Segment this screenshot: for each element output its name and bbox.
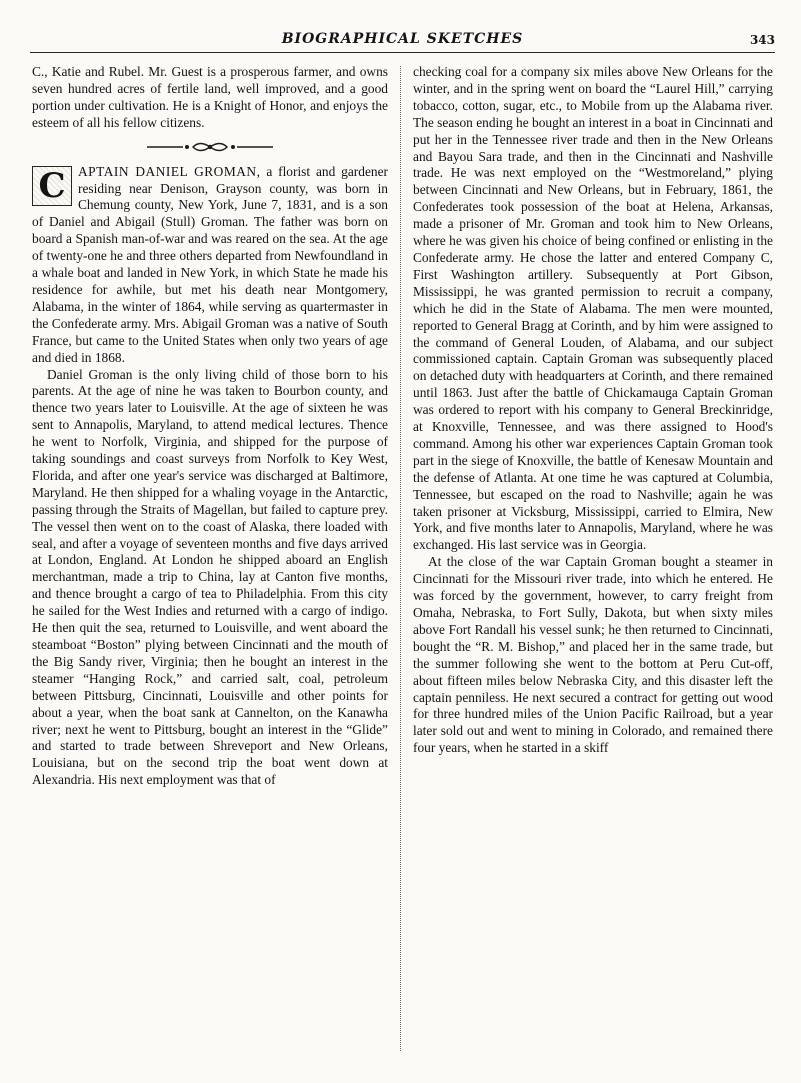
left-column [32, 64, 388, 1064]
dropcap-letter: C [32, 166, 72, 206]
sketch-subject-name: APTAIN DANIEL GROMAN, [78, 163, 261, 179]
section-ornament [32, 140, 388, 154]
running-title: BIOGRAPHICAL SKETCHES [281, 31, 524, 47]
ornament-divider-icon [145, 140, 275, 154]
sketch-paragraph-2: Daniel Groman is the only living child of those born to his parents. At the age of nine he was taken to Bourbon county, and thence two years later to Louisville. At the age of sixteen he was sent to Annapolis, Maryland, to attend medical lectures. Thence he went to Norfolk, Virginia, and shipped for the purpose of taking soundings and coast surveys from Norfolk to Key West, Florida, and after one year's service was discharged at Baltimore, Maryland. He then shipped for a whaling voyage in the Antarctic, passing through the Straits of Magellan, but failed to capture prey. The vessel then went on to the coast of Alaska, there loaded with seal, and after a voyage of seventeen months and five days arrived at London, England. At London he shipped aboard an English merchantman, made a trip to China, lay at Canton five months, and thence brought a cargo of tea to Philadelphia. From this city he sailed for the West Indies and returned with a cargo of indigo. He then quit the sea, returned to Louisville, and went aboard the steamboat “Boston” plying between Cincinnati and the mouth of the Big Sandy river, Virginia; then he bought an interest in the steamer “Hanging Rock,” and carried salt, coal, petroleum between Pittsburg, Cincinnati, Louisville and other points for about a year, when the boat sank at Cannelton, on the Kanawha river; next he went to Pittsburg, bought an interest in the “Glide” and started to trade between Shreveport and New Orleans, Louisiana, but on the second trip the boat went down at Alexandria. His next employment was that of [32, 366, 388, 788]
page-number: 343 [749, 33, 775, 47]
right-paragraph-1: checking coal for a company six miles above New Orleans for the winter, and in the spring went on board the “Laurel Hill,” carrying tobacco, cotton, sugar, etc., to Mobile from up the Alabama river. The season ending he bought an interest in a boat in Cincinnati and put her in the Tennessee river trade and then in the New Orleans and Bayou Sara trade, and then in the Cincinnati and Nashville trade. He was next employed on the “Westmoreland,” plying between Cincinnati and New Orleans, but in February, 1861, the Confederates took possession of the boat at Helena, Arkansas, made a prisoner of Mr. Groman and took him to New Orleans, where he was given his choice of being confined or enlisting in the Confederate army. He chose the latter and entered Company C, First Washington artillery. Subsequently at Port Gibson, Mississippi, he was granted permission to recruit a company, which he did in the State of Alabama. The men were mounted, reported to General Bragg at Corinth, and by him were assigned to the command of General Louden, of Alabama, and our subject commissioned captain. Captain Groman was subsequently placed on detached duty with headquarters at Corinth, and there remained until 1863. Just after the battle of Chickamauga Captain Groman was ordered to report with his company to General Breckinridge, at Knoxville, Tennessee, and was there assigned to Hood's command. Among his other war experiences Captain Groman took part in the siege of Knoxville, the battle of Kenesaw Mountain and the defense of Atlanta. At one time he was captured at Columbia, Tennessee, but escaped on the road to Nashville; again he was taken prisoner at Vicksburg, Mississippi, carried to Elmira, New York, and five months later to Annapolis, Maryland, where he was exchanged. His last service was in Georgia. [413, 64, 773, 553]
right-column [413, 64, 773, 1064]
sketch-paragraph-1-text: a florist and gardener residing near Denison, Grayson county, was born in Chemung county, New York, June 7, 1831, and is a son of Daniel and Abigail (Stull) Groman. The father was born on board a Spanish man-of-war and was reared on the sea. At the age of twenty-one he and three others departed from Newfoundland in a whale boat and landed in New York, in which State he made his residence for awhile, but met his death near Montgomery, Alabama, in the winter of 1864, while serving as quartermaster in the Confederate army. Mrs. Abigail Groman was a native of South France, but came to the United States when only two years of age and died in 1868. [32, 163, 388, 365]
sketch-paragraph-1 [32, 164, 388, 367]
right-paragraph-2: At the close of the war Captain Groman bought a steamer in Cincinnati for the Missouri river trade, into which he entered. He was forced by the government, however, to carry freight from Omaha, Nebraska, to Fort Sully, Dakota, but when sixty miles above Fort Randall his vessel sunk; he then returned to Cincinnati, bought the “R. M. Bishop,” and placed her in the same trade, but the summer following she went to the bottom at Peru Cut-off, about fifteen miles below Nebraska City, and this disaster left the captain penniless. He next secured a contract for getting out wood for three hundred miles of the Union Pacific Railroad, but a year later sold out and went to mining in Colorado, and remained there four years, when he started in a skiff [413, 554, 773, 756]
intro-paragraph: C., Katie and Rubel. Mr. Guest is a prosperous farmer, and owns seven hundred acres of fertile land, well improved, and a good portion under cultivation. He is a Knight of Honor, and enjoys the esteem of all his fellow citizens. [32, 64, 388, 130]
column-divider [400, 66, 401, 1051]
running-head [30, 30, 775, 53]
